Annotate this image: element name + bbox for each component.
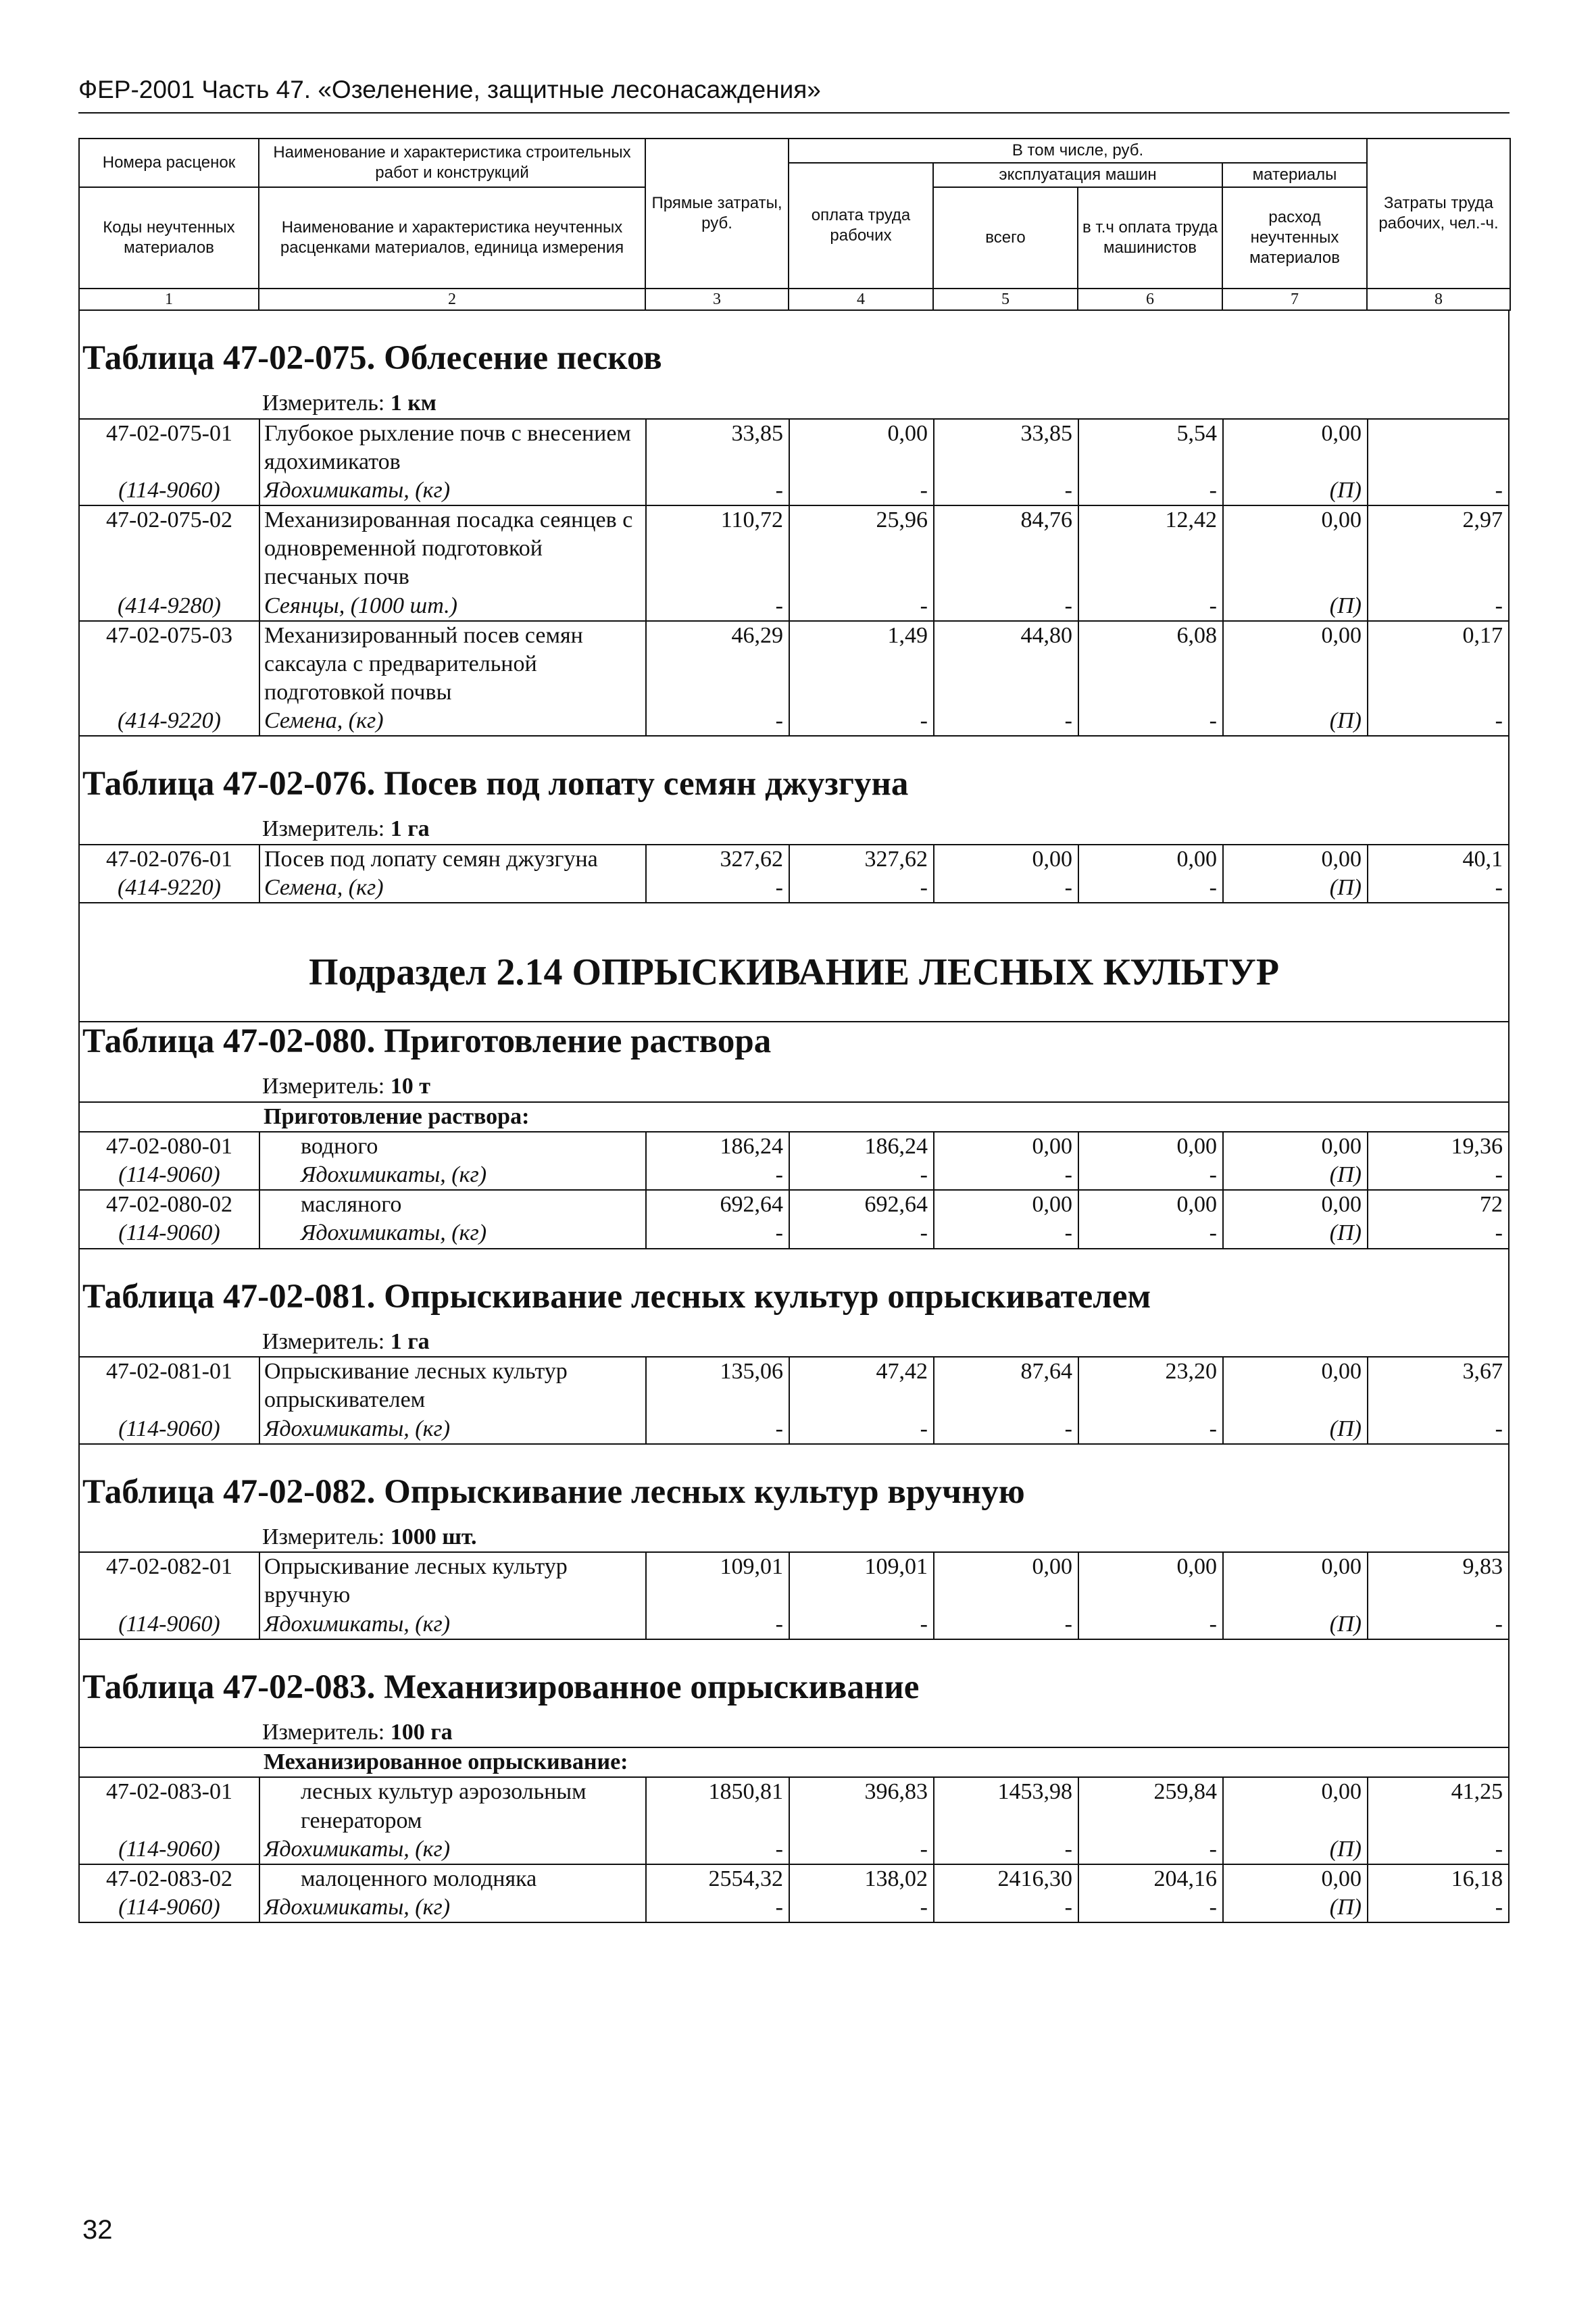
table-cell: - — [1495, 1611, 1503, 1637]
table-cell: 109,01 — [789, 1552, 934, 1610]
table-title: Таблица 47-02-081. Опрыскивание лесных культур опрыскивателем — [82, 1277, 1151, 1316]
table-cell: - — [1078, 1610, 1223, 1639]
col8-header: Затраты труда рабочих, чел.-ч. — [1367, 139, 1510, 289]
table-cell: Глубокое рыхление почв с внесением ядохимикатов — [259, 419, 646, 476]
material-row — [80, 1610, 1508, 1639]
table-cell: - — [646, 1610, 789, 1639]
table-cell: 2,97 — [1368, 505, 1508, 591]
table-title: Таблица 47-02-076. Посев под лопату семян джузгуна — [82, 765, 909, 803]
table-cell: - — [1495, 593, 1503, 618]
table-cell: 40,1 — [1368, 845, 1508, 874]
table-cell: 19,36 — [1451, 1133, 1503, 1159]
col1-header-bottom: Коды неучтенных материалов — [79, 187, 259, 289]
table-row — [80, 1777, 1508, 1835]
table-cell: 87,64 — [934, 1357, 1078, 1414]
table-cell: 0,00 — [934, 1132, 1078, 1161]
table-cell: 47,42 — [789, 1357, 934, 1414]
table-cell: - — [934, 592, 1078, 621]
col1-header-top: Номера расценок — [79, 139, 259, 187]
unit-label: Измеритель: — [262, 1524, 385, 1549]
table-cell: 33,85 — [934, 419, 1078, 476]
table-cell: - — [934, 1415, 1078, 1443]
unit-label: Измеритель: — [262, 1074, 385, 1099]
table-cell: - — [1078, 1893, 1223, 1922]
table-cell: 138,02 — [789, 1864, 934, 1893]
col7-header: расход неучтенных материалов — [1222, 187, 1367, 289]
unit-value: 1 км — [390, 391, 437, 416]
table-cell: 396,83 — [789, 1777, 934, 1835]
table-cell: 0,00 — [934, 1552, 1078, 1610]
table-cell: 0,00 — [1223, 1552, 1368, 1610]
table-cell: (П) — [1223, 1835, 1368, 1864]
unit-label: Измеритель: — [262, 816, 385, 842]
table-cell: 25,96 — [789, 505, 934, 591]
table-cell: Ядохимикаты, (кг) — [259, 1415, 646, 1443]
table-cell: 47-02-081-01 — [80, 1357, 259, 1414]
table-cell: Механизированная посадка сеянцев с одновременной подготовкой песчаных почв — [259, 505, 646, 591]
table-cell: (П) — [1223, 874, 1368, 902]
table-cell — [80, 1747, 259, 1777]
table-cell: - — [789, 1219, 934, 1247]
table-cell: лесных культур аэрозольным генератором — [259, 1777, 646, 1835]
table-cell: - — [1495, 875, 1503, 901]
material-row — [80, 1219, 1508, 1247]
material-row — [80, 1893, 1508, 1922]
table-cell: 47-02-076-01 — [80, 845, 259, 874]
material-row — [80, 1835, 1508, 1864]
table-cell: - — [646, 1893, 789, 1922]
page-number: 32 — [82, 2215, 113, 2245]
table-cell: (414-9220) — [80, 707, 259, 735]
table-cell: - — [789, 1415, 934, 1443]
table-47-02-080 — [78, 1022, 1510, 1249]
table-cell: - — [789, 592, 934, 621]
table-cell: (114-9060) — [80, 1893, 259, 1922]
table-cell: 1850,81 — [646, 1777, 789, 1835]
table-cell: 0,00 — [1223, 1864, 1368, 1893]
table-cell: - — [789, 1610, 934, 1639]
table-cell: (П) — [1223, 1893, 1368, 1922]
table-cell: 84,76 — [934, 505, 1078, 591]
table-row — [80, 1190, 1508, 1219]
table-cell: 0,00 — [934, 1190, 1078, 1219]
table-cell: 0,00 — [1223, 1357, 1368, 1414]
table-cell: 47-02-075-02 — [80, 505, 259, 591]
table-cell: - — [1078, 476, 1223, 505]
table-cell: - — [934, 707, 1078, 735]
table-row — [80, 1864, 1508, 1893]
table-cell: Ядохимикаты, (кг) — [259, 1161, 646, 1190]
table-cell: (114-9060) — [80, 476, 259, 505]
table-cell: - — [1078, 707, 1223, 735]
table-cell: - — [1078, 1415, 1223, 1443]
table-cell: - — [646, 1161, 789, 1190]
table-cell: 3,67 — [1368, 1357, 1508, 1414]
table-row — [80, 621, 1508, 707]
table-cell: 0,00 — [1223, 621, 1368, 707]
table-cell: 110,72 — [646, 505, 789, 591]
col-num-1: 1 — [79, 289, 259, 310]
table-cell: - — [1078, 1219, 1223, 1247]
material-row — [80, 874, 1508, 902]
table-cell: - — [789, 707, 934, 735]
table-cell: Опрыскивание лесных культур вручную — [259, 1552, 646, 1610]
table-cell: Ядохимикаты, (кг) — [259, 1835, 646, 1864]
table-cell: - — [934, 1893, 1078, 1922]
table-cell: 186,24 — [789, 1132, 934, 1161]
table-cell: - — [934, 874, 1078, 902]
table-cell: Сеянцы, (1000 шт.) — [259, 592, 646, 621]
table-cell: Механизированный посев семян саксаула с предварительной подготовкой почвы — [259, 621, 646, 707]
unit-value: 1000 шт. — [390, 1524, 477, 1549]
table-cell: 5,54 — [1078, 419, 1223, 476]
table-cell: - — [789, 1161, 934, 1190]
table-cell: - — [1495, 708, 1503, 734]
table-cell: 692,64 — [646, 1190, 789, 1219]
unit-line — [80, 815, 1508, 844]
table-cell: 47-02-075-03 — [80, 621, 259, 707]
table-cell: Ядохимикаты, (кг) — [259, 1219, 646, 1247]
table-cell: (П) — [1223, 1161, 1368, 1190]
unit-line — [80, 1523, 1508, 1552]
table-cell: 23,20 — [1078, 1357, 1223, 1414]
table-cell: 0,00 — [1078, 845, 1223, 874]
table-cell: (114-9060) — [80, 1835, 259, 1864]
table-cell: 0,00 — [934, 845, 1078, 874]
table-cell: 204,16 — [1078, 1864, 1223, 1893]
incl-header: В том числе, руб. — [789, 139, 1367, 163]
table-cell: Приготовление раствора: — [259, 1102, 1508, 1132]
rates-table — [80, 1101, 1508, 1248]
col5-header: всего — [933, 187, 1078, 289]
table-cell: - — [789, 1835, 934, 1864]
table-cell: (П) — [1223, 1219, 1368, 1247]
table-cell: Механизированное опрыскивание: — [259, 1747, 1508, 1777]
machines-header: эксплуатация машин — [933, 163, 1222, 187]
table-cell: (114-9060) — [80, 1415, 259, 1443]
material-row — [80, 1161, 1508, 1190]
table-cell: 0,00 — [789, 419, 934, 476]
materials-header: материалы — [1222, 163, 1367, 187]
rates-table — [80, 418, 1508, 736]
table-cell: водного — [259, 1132, 646, 1161]
table-47-02-083 — [78, 1640, 1510, 1924]
table-cell: - — [789, 1893, 934, 1922]
table-cell: 41,25 — [1451, 1779, 1503, 1805]
table-cell: 0,00 — [1223, 845, 1368, 874]
rates-table — [80, 1551, 1508, 1638]
col3-header: Прямые затраты, руб. — [645, 139, 789, 289]
page-header: ФЕР-2001 Часть 47. «Озеленение, защитные лесонасаждения» — [78, 76, 821, 103]
col2-header-top: Наименование и характеристика строительных работ и конструкций — [259, 139, 645, 187]
group-header-row — [80, 1102, 1508, 1132]
table-cell: - — [789, 874, 934, 902]
table-cell: (П) — [1223, 476, 1368, 505]
unit-line — [80, 1072, 1508, 1101]
table-cell: (П) — [1223, 1610, 1368, 1639]
table-cell: малоценного молодняка — [259, 1864, 646, 1893]
table-row — [80, 845, 1508, 874]
table-cell: 327,62 — [646, 845, 789, 874]
table-cell: Ядохимикаты, (кг) — [259, 1610, 646, 1639]
table-title: Таблица 47-02-083. Механизированное опрыскивание — [82, 1668, 920, 1706]
table-cell: 692,64 — [789, 1190, 934, 1219]
material-row — [80, 1415, 1508, 1443]
col-num-7: 7 — [1222, 289, 1367, 310]
table-47-02-076 — [78, 737, 1510, 903]
table-cell: - — [646, 1219, 789, 1247]
table-47-02-081 — [78, 1249, 1510, 1445]
unit-line — [80, 1718, 1508, 1747]
table-cell: (114-9060) — [80, 1610, 259, 1639]
table-row — [80, 1552, 1508, 1610]
table-cell: - — [934, 1835, 1078, 1864]
unit-label: Измеритель: — [262, 1719, 385, 1745]
rates-table — [80, 844, 1508, 902]
table-cell: 47-02-075-01 — [80, 419, 259, 476]
table-cell: 33,85 — [646, 419, 789, 476]
table-title: Таблица 47-02-075. Облесение песков — [82, 339, 662, 377]
table-cell: - — [1495, 1836, 1503, 1862]
table-cell: (114-9060) — [80, 1161, 259, 1190]
rates-table — [80, 1356, 1508, 1443]
table-cell: 0,00 — [1223, 505, 1368, 591]
table-cell: 0,00 — [1223, 1190, 1368, 1219]
table-cell: (П) — [1223, 592, 1368, 621]
col6-header: в т.ч оплата труда машинистов — [1078, 187, 1222, 289]
table-row — [80, 1132, 1508, 1161]
table-cell: 0,00 — [1078, 1552, 1223, 1610]
table-cell: 2554,32 — [646, 1864, 789, 1893]
material-row — [80, 476, 1508, 505]
table-cell: 16,18 — [1368, 1864, 1508, 1893]
table-cell: 47-02-082-01 — [80, 1552, 259, 1610]
subsection-block — [78, 903, 1510, 1022]
unit-label: Измеритель: — [262, 391, 385, 416]
unit-line — [80, 389, 1508, 418]
table-title: Таблица 47-02-080. Приготовление раствора — [82, 1022, 772, 1061]
table-cell: Ядохимикаты, (кг) — [259, 1893, 646, 1922]
table-cell: - — [646, 1835, 789, 1864]
col-num-8: 8 — [1367, 289, 1510, 310]
table-cell: (414-9280) — [80, 592, 259, 621]
subsection-title: Подраздел 2.14 ОПРЫСКИВАНИЕ ЛЕСНЫХ КУЛЬТУР — [308, 951, 1280, 994]
table-cell: 46,29 — [646, 621, 789, 707]
table-cell: 0,00 — [1223, 1777, 1368, 1835]
table-cell: 0,17 — [1368, 621, 1508, 707]
document-body — [78, 138, 1510, 1923]
table-cell: Опрыскивание лесных культур опрыскивателем — [259, 1357, 646, 1414]
table-cell: 327,62 — [789, 845, 934, 874]
col-num-4: 4 — [789, 289, 933, 310]
table-cell: 259,84 — [1078, 1777, 1223, 1835]
table-row — [80, 419, 1508, 476]
unit-value: 10 т — [390, 1074, 430, 1099]
table-cell: (414-9220) — [80, 874, 259, 902]
table-cell: - — [1078, 592, 1223, 621]
table-row — [80, 505, 1508, 591]
table-cell: - — [646, 874, 789, 902]
table-cell: масляного — [259, 1190, 646, 1219]
unit-line — [80, 1328, 1508, 1357]
table-cell: Посев под лопату семян джузгуна — [259, 845, 646, 874]
table-cell: - — [1078, 874, 1223, 902]
table-cell: - — [1495, 477, 1503, 503]
table-cell: (П) — [1223, 707, 1368, 735]
table-cell: 0,00 — [1223, 419, 1368, 476]
table-cell: - — [934, 1610, 1078, 1639]
table-cell — [80, 1102, 259, 1132]
table-cell: 47-02-080-02 — [80, 1190, 259, 1219]
table-cell: 1453,98 — [934, 1777, 1078, 1835]
col-num-5: 5 — [933, 289, 1078, 310]
table-cell: 44,80 — [934, 621, 1078, 707]
unit-value: 1 га — [390, 816, 430, 842]
header-rule — [78, 112, 1510, 114]
table-cell: - — [1495, 1895, 1503, 1920]
table-title: Таблица 47-02-082. Опрыскивание лесных культур вручную — [82, 1472, 1025, 1511]
table-47-02-075 — [78, 311, 1510, 737]
material-row — [80, 707, 1508, 735]
table-cell: - — [1078, 1161, 1223, 1190]
col-num-2: 2 — [259, 289, 645, 310]
group-header-row — [80, 1747, 1508, 1777]
table-cell: - — [1078, 1835, 1223, 1864]
rates-table — [80, 1747, 1508, 1922]
table-cell: - — [1495, 1220, 1503, 1246]
table-cell: - — [646, 476, 789, 505]
table-cell: Ядохимикаты, (кг) — [259, 476, 646, 505]
material-row — [80, 592, 1508, 621]
table-cell: - — [934, 1219, 1078, 1247]
table-cell: (П) — [1223, 1415, 1368, 1443]
table-cell: 1,49 — [789, 621, 934, 707]
table-cell: - — [789, 476, 934, 505]
table-cell: Семена, (кг) — [259, 874, 646, 902]
table-cell: 47-02-080-01 — [80, 1132, 259, 1161]
table-cell: (114-9060) — [80, 1219, 259, 1247]
table-cell: 135,06 — [646, 1357, 789, 1414]
table-cell: 47-02-083-02 — [80, 1864, 259, 1893]
table-cell: 109,01 — [646, 1552, 789, 1610]
table-cell: - — [646, 592, 789, 621]
unit-value: 100 га — [390, 1719, 453, 1745]
table-cell: 6,08 — [1078, 621, 1223, 707]
table-cell: - — [1495, 1162, 1503, 1188]
table-cell: 9,83 — [1368, 1552, 1508, 1610]
table-cell: 0,00 — [1078, 1132, 1223, 1161]
column-header-table — [78, 138, 1511, 311]
unit-label: Измеритель: — [262, 1328, 385, 1354]
col2-header-bottom: Наименование и характеристика неучтенных расценками материалов, единица измерения — [259, 187, 645, 289]
table-cell — [1368, 419, 1508, 476]
table-cell: - — [646, 707, 789, 735]
table-cell: 72 — [1368, 1190, 1508, 1219]
unit-value: 1 га — [390, 1328, 430, 1354]
table-cell: - — [1495, 1416, 1503, 1441]
table-cell: 12,42 — [1078, 505, 1223, 591]
table-row — [80, 1357, 1508, 1414]
table-cell: 0,00 — [1078, 1190, 1223, 1219]
table-cell: Семена, (кг) — [259, 707, 646, 735]
table-cell: 47-02-083-01 — [80, 1777, 259, 1835]
table-cell: - — [934, 476, 1078, 505]
table-47-02-082 — [78, 1445, 1510, 1640]
col4-header: оплата труда рабочих — [789, 163, 933, 289]
table-cell: 0,00 — [1223, 1132, 1368, 1161]
col-num-3: 3 — [645, 289, 789, 310]
table-cell: - — [646, 1415, 789, 1443]
col-num-6: 6 — [1078, 289, 1222, 310]
table-cell: 2416,30 — [934, 1864, 1078, 1893]
table-cell: 186,24 — [646, 1132, 789, 1161]
table-cell: - — [934, 1161, 1078, 1190]
